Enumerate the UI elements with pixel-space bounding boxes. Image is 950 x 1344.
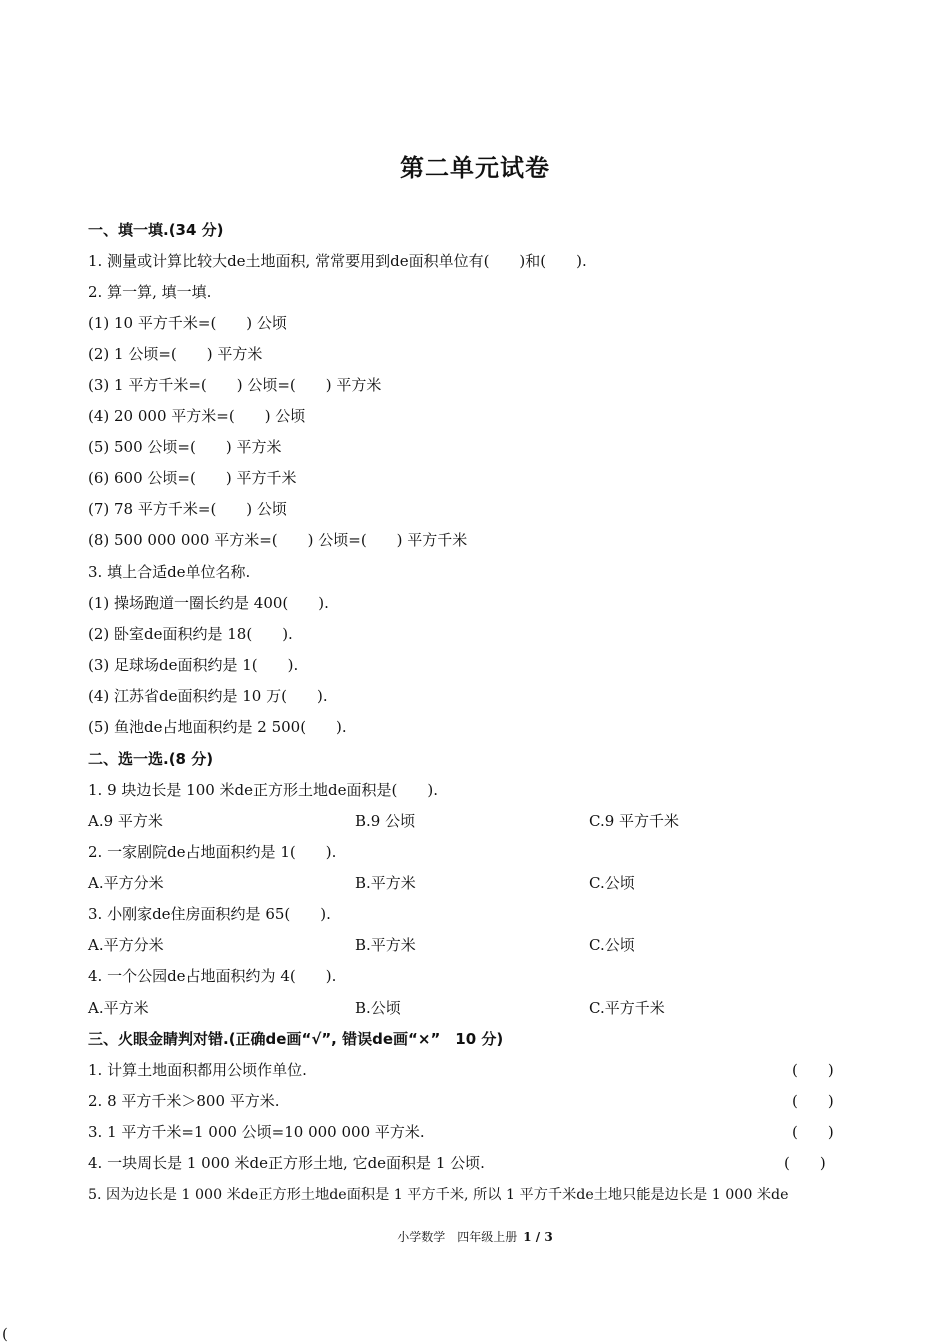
option-a: A.平方分米 — [88, 936, 164, 954]
answer-paren: ( ) — [784, 1154, 826, 1172]
choice-question-stem: 1. 9 块边长是 100 米de正方形土地de面积是( ). — [88, 781, 438, 799]
question-1-1: 1. 测量或计算比较大de土地面积, 常常要用到de面积单位有( )和( ). — [88, 252, 587, 270]
option-b: B.平方米 — [355, 874, 416, 892]
judge-item: 4. 一块周长是 1 000 米de正方形土地, 它de面积是 1 公顷. — [88, 1154, 485, 1172]
choice-question-stem: 2. 一家剧院de占地面积约是 1( ). — [88, 843, 337, 861]
question-1-3: 3. 填上合适de单位名称. — [88, 563, 251, 581]
page-number: 1 / 3 — [523, 1230, 553, 1244]
q2-item: (1) 10 平方千米=( ) 公顷 — [88, 314, 287, 332]
q2-item: (8) 500 000 000 平方米=( ) 公顷=( ) 平方千米 — [88, 531, 468, 549]
page-title: 第二单元试卷 — [400, 153, 550, 182]
q3-item: (3) 足球场de面积约是 1( ). — [88, 656, 299, 674]
section1-heading: 一、填一填.(34 分) — [88, 221, 224, 239]
option-b: B.公顷 — [355, 999, 401, 1017]
answer-paren: ( ) — [792, 1061, 834, 1079]
choice-question-stem: 3. 小刚家de住房面积约是 65( ). — [88, 905, 331, 923]
section2-heading: 二、选一选.(8 分) — [88, 750, 214, 768]
judge-item: 5. 因为边长是 1 000 米de正方形土地de面积是 1 平方千米, 所以 1 平方千米de土地只能是边长是 1 000 米de — [88, 1187, 789, 1203]
judge-item: 2. 8 平方千米＞800 平方米. — [88, 1092, 280, 1110]
option-b: B.平方米 — [355, 936, 416, 954]
judge-item: 1. 计算土地面积都用公顷作单位. — [88, 1061, 307, 1079]
q3-item: (5) 鱼池de占地面积约是 2 500( ). — [88, 718, 347, 736]
option-c: C.9 平方千米 — [589, 812, 680, 830]
choice-question-stem: 4. 一个公园de占地面积约为 4( ). — [88, 967, 337, 985]
page-footer — [0, 1228, 950, 1246]
question-1-2: 2. 算一算, 填一填. — [88, 283, 212, 301]
q3-item: (2) 卧室de面积约是 18( ). — [88, 625, 293, 643]
q3-item: (1) 操场跑道一圈长约是 400( ). — [88, 594, 329, 612]
q2-item: (7) 78 平方千米=( ) 公顷 — [88, 500, 287, 518]
judge-item: 3. 1 平方千米=1 000 公顷=10 000 000 平方米. — [88, 1123, 425, 1141]
answer-paren: ( ) — [792, 1123, 834, 1141]
q2-item: (2) 1 公顷=( ) 平方米 — [88, 345, 263, 363]
option-c: C.平方千米 — [589, 999, 665, 1017]
q3-item: (4) 江苏省de面积约是 10 万( ). — [88, 687, 328, 705]
option-a: A.平方米 — [88, 999, 149, 1017]
option-a: A.平方分米 — [88, 874, 164, 892]
answer-paren: ( ) — [792, 1092, 834, 1110]
option-c: C.公顷 — [589, 936, 635, 954]
section3-heading: 三、火眼金睛判对错.(正确de画“√”, 错误de画“×” 10 分) — [88, 1030, 504, 1048]
option-a: A.9 平方米 — [88, 812, 163, 830]
footer-text: 小学数学 四年级上册 — [397, 1230, 518, 1244]
option-b: B.9 公顷 — [355, 812, 416, 830]
option-c: C.公顷 — [589, 874, 635, 892]
q2-item: (3) 1 平方千米=( ) 公顷=( ) 平方米 — [88, 376, 382, 394]
q2-item: (6) 600 公顷=( ) 平方千米 — [88, 469, 297, 487]
stray-mark: ( — [2, 1325, 8, 1343]
q2-item: (5) 500 公顷=( ) 平方米 — [88, 438, 282, 456]
q2-item: (4) 20 000 平方米=( ) 公顷 — [88, 407, 306, 425]
